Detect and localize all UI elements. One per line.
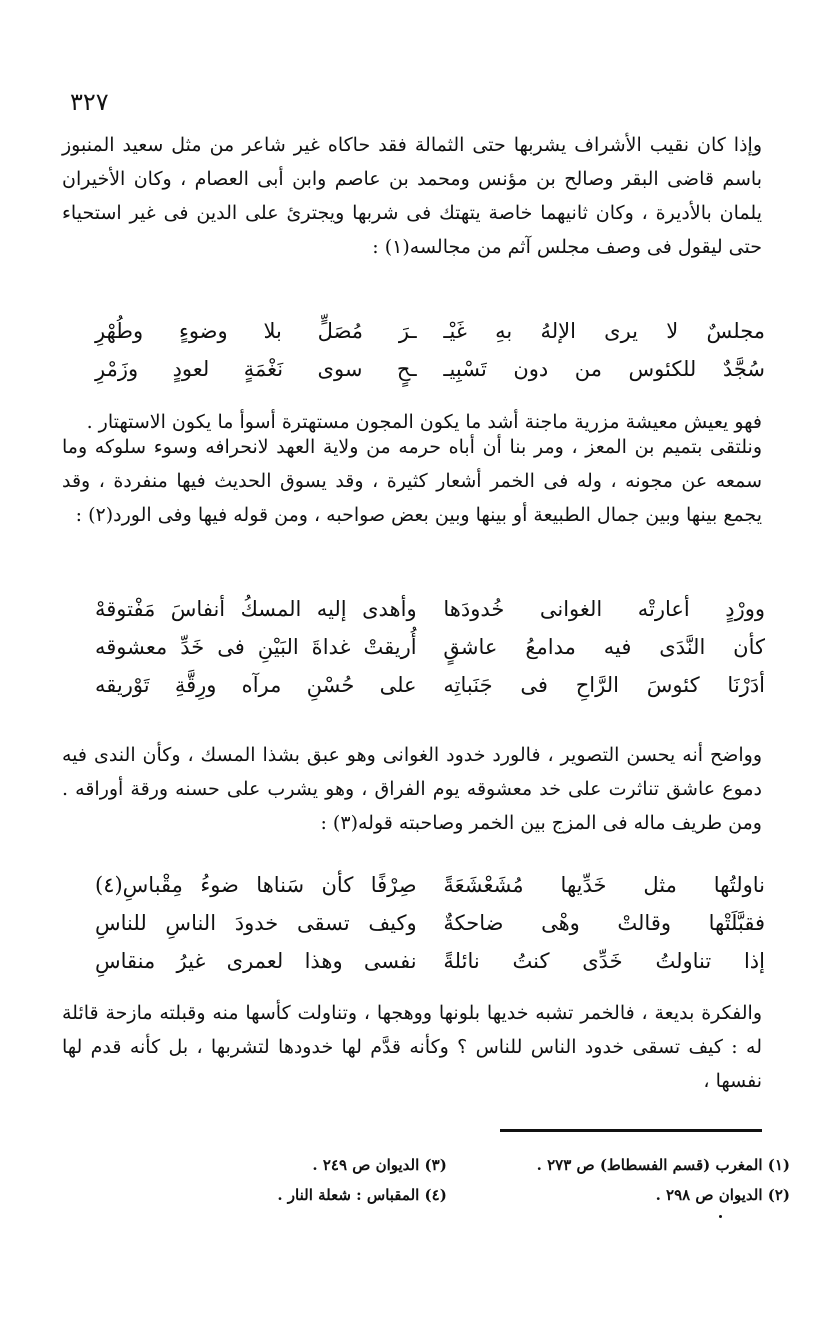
footnote-row [130,1150,790,1180]
footnote-row [130,1180,790,1210]
verse-line [95,628,765,666]
footnote-divider [500,1129,762,1132]
verse-hemistich-first: إذا تناولتُ خَدِّى كنتُ نائلةً [443,949,765,973]
paragraph-5: والفكرة بديعة ، فالخمر تشبه خديها بلونها ووهجها ، وتناولت كأسها منه وقبلته مازحة قائلة له : كيف تسقى خدود الناس للناس ؟ وكأنه قدَّم لها خدودها لتشربها ، بل كأنه قدم لها نفسها ، [62,1002,762,1092]
verse-hemistich-first: وورْدٍ أعارتْه الغوانى خُدودَها [443,597,765,621]
verse-hemistich-second: ـرَ مُصَلٍّ بلا وضوءٍ وطُهْرِ [95,319,417,343]
footnotes [130,1150,790,1210]
paragraph-2: فهو يعيش معيشة مزرية ماجنة أشد ما يكون المجون مستهترة أسوأ ما يكون الاستهتار . [86,411,762,433]
paragraph-1: وإذا كان نقيب الأشراف يشربها حتى الثمالة فقد حاكاه غير شاعر من مثل سعيد المنبوز باسم قاضى البقر وصالح بن مؤنس ومحمد بن عاصم وابن أبى العصام ، وكان الأخيران يلمان بالأديرة ، وكان ثانيهما خاصة يتهتك فى شربها ويجترئ على الدين فى غير استحياء حتى ليقول فى وصف مجلس آثم من مجالسه(١) : [62,134,762,258]
verse-hemistich-second: نفسى وهذا لعمرى غيرُ منقاسِ [95,949,417,973]
verse-hemistich-second: أُريقتْ غداةَ البَيْنِ فى خَدِّ معشوقه [95,635,417,659]
footnote-1: (١) المغرب (قسم الفسطاط) ص ٢٧٣ . [536,1156,790,1174]
verse-hemistich-first: أدَرْنَا كئوسَ الرَّاحِ فى جَنَباتِه [443,673,765,697]
verse-block-1 [95,312,765,388]
verse-hemistich-first: فقبَّلَتْها وقالتْ وهْى ضاحكةٌ [443,911,765,935]
verse-line [95,866,765,904]
footnote-2: (٢) الديوان ص ٢٩٨ . [655,1186,790,1204]
paragraph-4: وواضح أنه يحسن التصوير ، فالورد خدود الغوانى وهو عبق بشذا المسك ، وكأن الندى فيه دموع عاشق تناثرت على خد معشوقه يوم الفراق ، وهو يشرب على حسنه ورقة أوراقه . ومن طريف ماله فى المزج بين الخمر وصاحبته قوله(٣) : [62,744,762,834]
verse-block-3 [95,866,765,980]
verse-line [95,312,765,350]
verse-hemistich-first: كأن النَّدَى فيه مدامعُ عاشقٍ [443,635,765,659]
verse-block-2 [95,590,765,704]
footnote-3: (٣) الديوان ص ٢٤٩ . [312,1156,447,1174]
verse-hemistich-second: على حُسْنِ مرآه ورِقَّةِ تَوْريقه [95,673,417,697]
verse-hemistich-second: وكيف تسقى خدودَ الناسِ للناسِ [95,911,417,935]
verse-hemistich-first: ناولتُها مثل خَدِّيها مُشَعْشَعَةً [443,873,765,897]
verse-line [95,904,765,942]
verse-line [95,590,765,628]
verse-line [95,666,765,704]
verse-hemistich-second: وأهدى إليه المسكُ أنفاسَ مَفْتوقهْ [95,597,417,621]
footnote-4: (٤) المقباس : شعلة النار . [277,1186,447,1204]
paragraph-3: ونلتقى بتميم بن المعز ، ومر بنا أن أباه حرمه من ولاية العهد لانحرافه وسوء سلوكه وما سمعه عن مجونه ، وله فى الخمر أشعار كثيرة ، وقد يسوق الحديث فيها منفردة ، وقد يجمع بينها وبين جمال الطبيعة أو بينها وبين بعض صواحبه ، ومن قوله فيها وفى الورد(٢) : [62,436,762,526]
verse-hemistich-first: سُجَّدٌ للكئوس من دون تَسْبِيـ [443,357,765,381]
verse-hemistich-first: مجلسٌ لا يرى الإلهُ بهِ غَيْـ [443,319,765,343]
verse-hemistich-second: ـحٍ سوى نَغْمَةٍ لعودٍ وزَمْرِ [95,357,417,381]
verse-hemistich-second: صِرْفًا كأن سَناها ضوءُ مِقْباسِ(٤) [95,873,417,897]
page-number: ٣٢٧ [70,88,109,116]
verse-line [95,350,765,388]
verse-line [95,942,765,980]
print-mark [719,1215,722,1218]
